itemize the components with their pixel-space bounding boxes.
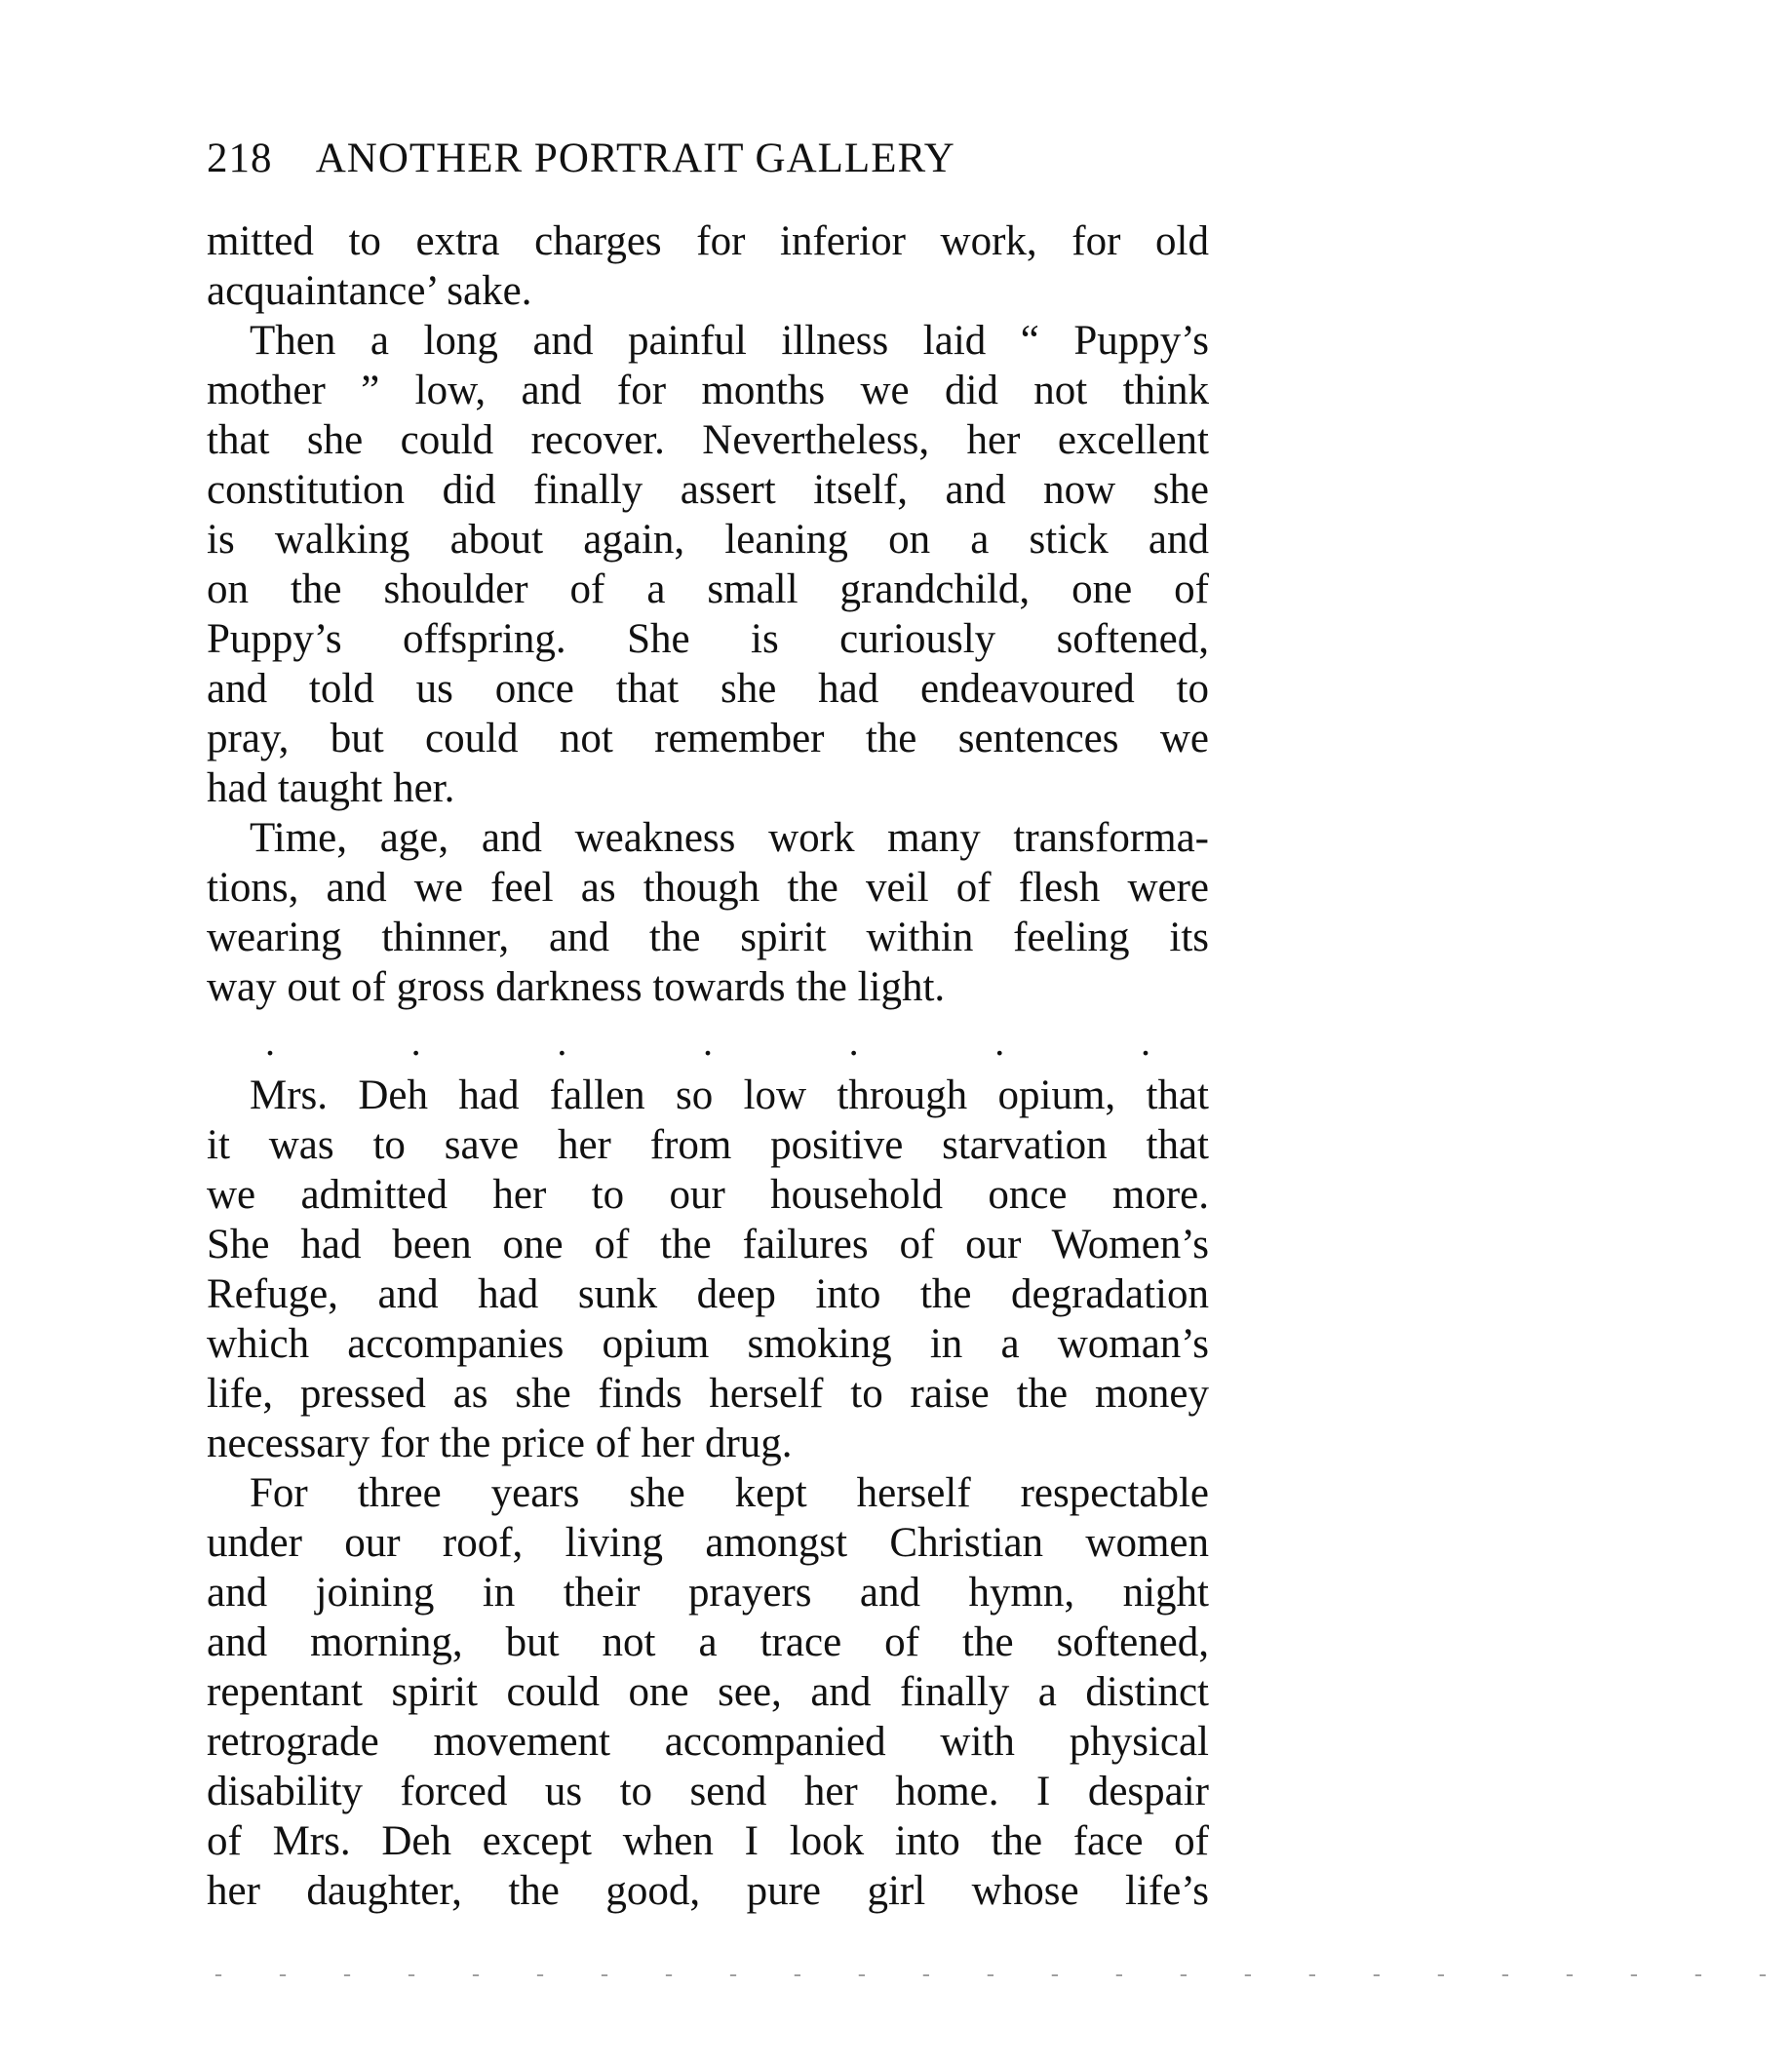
text-line: and morning, but not a trace of the softened, — [207, 1619, 1209, 1665]
text-line: of Mrs. Deh except when I look into the face of — [207, 1818, 1209, 1864]
text-line: Mrs. Deh had fallen so low through opium, that — [250, 1072, 1209, 1118]
text-line: on the shoulder of a small grandchild, one of — [207, 566, 1209, 612]
running-head — [207, 135, 1065, 183]
text-line: we admitted her to our household once more. — [207, 1172, 1209, 1218]
text-line: mother ” low, and for months we did not think — [207, 368, 1209, 413]
section-break-dot: . — [702, 1019, 713, 1064]
text-line: necessary for the price of her drug. — [207, 1421, 793, 1466]
text-line: acquaintance’ sake. — [207, 268, 532, 314]
text-line: She had been one of the failures of our Women’s — [207, 1222, 1209, 1267]
text-line: had taught her. — [207, 765, 455, 811]
text-line: pray, but could not remember the sentences we — [207, 716, 1209, 761]
text-line: Puppy’s offspring. She is curiously softened, — [207, 616, 1209, 662]
text-line: wearing thinner, and the spirit within feeling its — [207, 915, 1209, 960]
text-line: is walking about again, leaning on a stick and — [207, 517, 1209, 563]
text-line: repentant spirit could one see, and finally a distinct — [207, 1669, 1209, 1715]
cut-off-line-fragment: - - - - - - - - - - - - - - - - - - - - - - - - - — [214, 1962, 1792, 1987]
section-break-dot: . — [994, 1019, 1005, 1064]
text-line: retrograde movement accompanied with physical — [207, 1719, 1209, 1765]
text-line: Time, age, and weakness work many transforma- — [250, 815, 1209, 861]
running-title: ANOTHER PORTRAIT GALLERY — [315, 136, 955, 181]
text-line: Refuge, and had sunk deep into the degradation — [207, 1271, 1209, 1317]
text-line: which accompanies opium smoking in a woman’s — [207, 1321, 1209, 1367]
text-line: and told us once that she had endeavoured to — [207, 666, 1209, 712]
text-line: way out of gross darkness towards the light. — [207, 964, 946, 1010]
section-break-dot: . — [557, 1019, 567, 1064]
text-line: tions, and we feel as though the veil of flesh were — [207, 865, 1209, 911]
text-line: For three years she kept herself respectable — [250, 1470, 1209, 1516]
section-break-dot: . — [265, 1019, 275, 1064]
text-line: disability forced us to send her home. I despair — [207, 1769, 1209, 1814]
page-number: 218 — [207, 136, 273, 181]
text-line: her daughter, the good, pure girl whose life’s — [207, 1868, 1209, 1914]
section-break-dot: . — [848, 1019, 859, 1064]
text-line: constitution did finally assert itself, and now she — [207, 467, 1209, 513]
text-line: Then a long and painful illness laid “ Puppy’s — [250, 318, 1209, 364]
text-line: and joining in their prayers and hymn, night — [207, 1570, 1209, 1616]
section-break — [207, 1012, 1209, 1071]
section-break-dot: . — [1140, 1019, 1150, 1064]
text-line: life, pressed as she finds herself to raise the money — [207, 1371, 1209, 1417]
text-line: under our roof, living amongst Christian women — [207, 1520, 1209, 1566]
text-line: mitted to extra charges for inferior work, for old — [207, 218, 1209, 264]
text-line: it was to save her from positive starvation that — [207, 1122, 1209, 1168]
section-break-dot: . — [410, 1019, 421, 1064]
body-text — [207, 216, 1209, 1916]
text-line: that she could recover. Nevertheless, her excellent — [207, 417, 1209, 463]
